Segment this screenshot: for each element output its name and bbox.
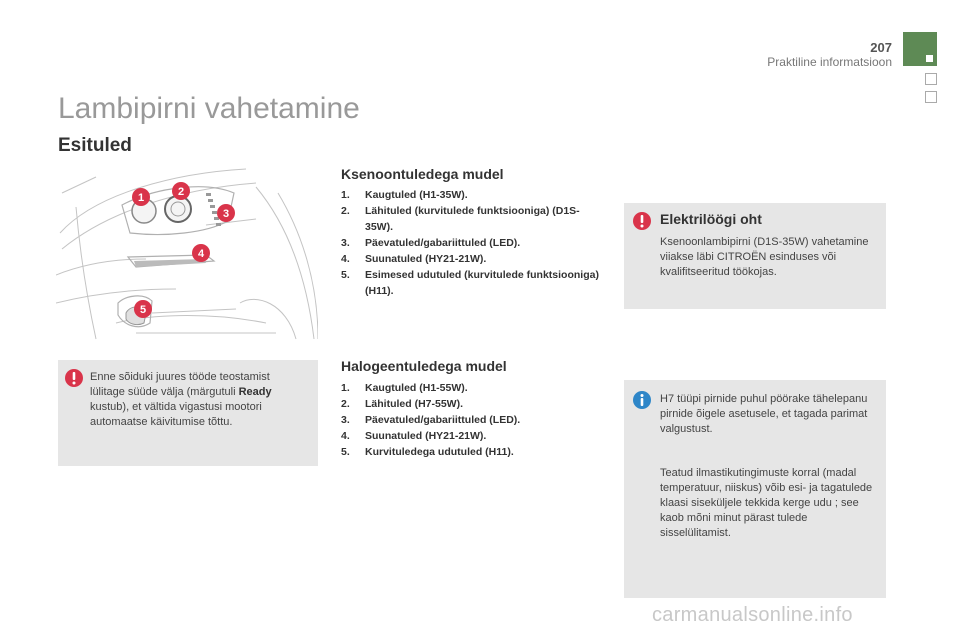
list-item: [341, 412, 601, 428]
headlamp-illustration: [56, 163, 318, 341]
list-text: Suunatuled (HY21-21W).: [365, 430, 487, 442]
halogen-lamp-list: [341, 380, 601, 460]
warning-box: [58, 360, 318, 466]
list-text: Esimesed udutuled (kurvitulede funktsiooniga) (H11).: [365, 269, 599, 297]
section-title: Praktiline informatsioon: [767, 55, 892, 69]
list-number: 4.: [341, 430, 350, 442]
list-text: Suunatuled (HY21-21W).: [365, 253, 487, 265]
callout-label: 2: [177, 186, 185, 198]
chapter-marker-icon: [926, 55, 933, 62]
chapter-square-icon: [925, 73, 937, 85]
list-item: [341, 235, 601, 251]
electric-shock-text: Ksenoonlambipirni (D1S-35W) vahetamine viiakse läbi CITROËN esinduses või kvalifitseeritud töökojas.: [660, 236, 869, 278]
list-text: Lähituled (H7-55W).: [365, 398, 464, 410]
warning-icon: [632, 211, 652, 231]
watermark: carmanualsonline.info: [652, 604, 853, 626]
list-number: 3.: [341, 414, 350, 426]
page-number: 207: [870, 40, 892, 55]
list-number: 3.: [341, 237, 350, 249]
callout-label: 3: [222, 208, 230, 220]
list-text: Päevatuled/gabariittuled (LED).: [365, 237, 521, 249]
list-item: [341, 380, 601, 396]
list-item: [341, 396, 601, 412]
chapter-tab: [903, 32, 937, 66]
list-text: Lähituled (kurvitulede funktsiooniga) (D1S-35W).: [365, 205, 580, 233]
list-item: [341, 251, 601, 267]
warning-text-part: Enne sõiduki juures tööde teostamist lülitage süüde välja (märgutuli: [90, 371, 270, 398]
callout-label: 1: [137, 192, 145, 204]
page-title: Lambipirni vahetamine: [58, 92, 360, 125]
list-item: [341, 428, 601, 444]
list-number: 2.: [341, 398, 350, 410]
electric-shock-box: [624, 203, 886, 309]
list-item: [341, 187, 601, 203]
list-text: Kurvituledega udutuled (H11).: [365, 446, 514, 458]
warning-icon: [64, 368, 84, 388]
list-number: 1.: [341, 189, 350, 201]
info-icon: [632, 390, 652, 410]
info-text: Teatud ilmastikutingimuste korral (madal temperatuur, niiskus) võib esi- ja tagatulede klaasi siseküljele tekkida kerge udu ; see kaob mõni minut pärast tulede sisselülitamist.: [660, 467, 873, 539]
xenon-heading: Ksenoontuledega mudel: [341, 166, 504, 182]
list-text: Päevatuled/gabariittuled (LED).: [365, 414, 521, 426]
info-box: [624, 380, 886, 598]
warning-text-part: kustub), et vältida vigastusi mootori automaatse käivitumise tõttu.: [90, 401, 262, 428]
list-item: [341, 267, 601, 299]
list-number: 1.: [341, 382, 350, 394]
list-text: Kaugtuled (H1-55W).: [365, 382, 468, 394]
chapter-square-icon: [925, 91, 937, 103]
list-number: 5.: [341, 269, 350, 281]
list-number: 4.: [341, 253, 350, 265]
warning-text-bold: Ready: [238, 386, 272, 398]
callout-label: 5: [139, 304, 147, 316]
info-text: H7 tüüpi pirnide puhul pöörake tähelepanu pirnide õigele asetusele, et tagada parimat valgustust.: [660, 393, 868, 435]
callout-label: 4: [197, 248, 205, 260]
list-item: [341, 203, 601, 235]
page-subtitle: Esituled: [58, 135, 132, 156]
halogen-heading: Halogeentuledega mudel: [341, 358, 507, 374]
warning-text: [90, 370, 305, 430]
list-number: 5.: [341, 446, 350, 458]
xenon-lamp-list: [341, 187, 601, 299]
list-item: [341, 444, 601, 460]
list-number: 2.: [341, 205, 350, 217]
list-text: Kaugtuled (H1-35W).: [365, 189, 468, 201]
electric-shock-title: Elektrilöögi oht: [660, 211, 762, 227]
